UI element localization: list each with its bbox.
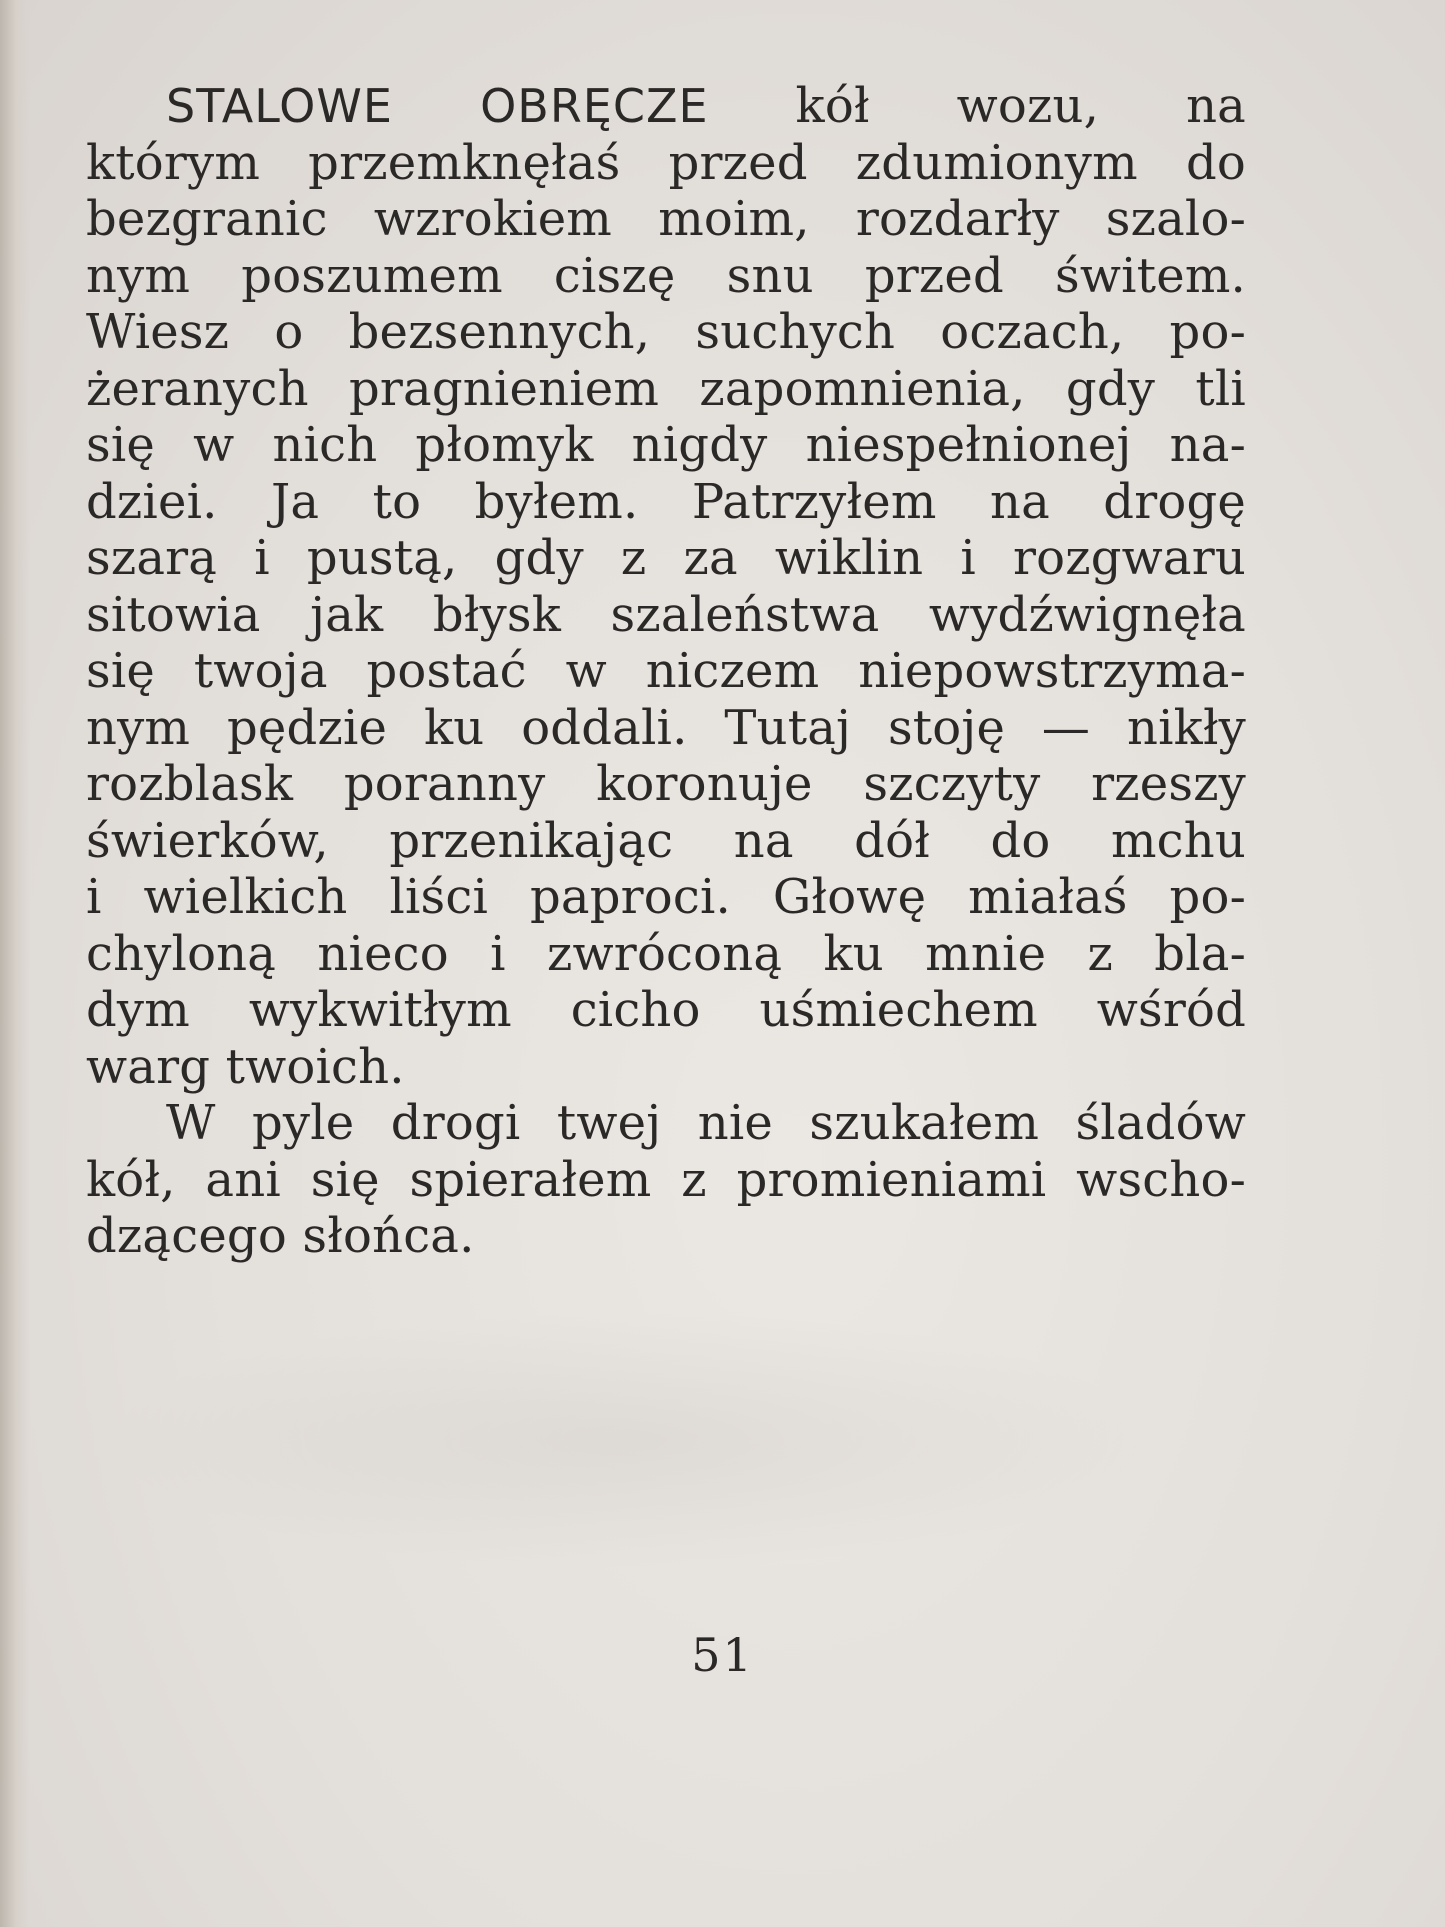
paragraph-1-line-2: którym przemknęłaś przed zdumionym do <box>86 134 1246 191</box>
opening-small-caps: STALOWE OBRĘCZE <box>166 79 709 133</box>
paragraph-1-line-9: szarą i pustą, gdy z za wiklin i rozgwaru <box>86 530 1246 586</box>
paragraph-1-line-17: dym wykwitłym cicho uśmiechem wśród <box>86 982 1246 1038</box>
paragraph-1-line-18: warg twoich. <box>86 1038 405 1095</box>
paragraph-1-line-16: chyloną nieco i zwróconą ku mnie z bla- <box>86 925 1246 982</box>
paragraph-1-line-8: dziei. Ja to byłem. Patrzyłem na drogę <box>86 473 1246 530</box>
paragraph-1-line-11: się twoja postać w niczem niepowstrzyma- <box>86 643 1246 699</box>
paragraph-1-line-1-text: kół wozu, na <box>708 78 1246 134</box>
show-through-shadow <box>100 1310 1160 1570</box>
paragraph-2-line-3: dzącego słońca. <box>86 1208 475 1264</box>
paragraph-1-line-10: sitowia jak błysk szaleństwa wydźwignęła <box>86 586 1246 643</box>
paragraph-1-line-7: się w nich płomyk nigdy niespełnionej na- <box>86 417 1246 473</box>
paragraph-1-line-14: świerków, przenikając na dół do mchu <box>86 812 1246 869</box>
paragraph-1-line-13: rozblask poranny koronuje szczyty rzeszy <box>86 756 1246 812</box>
paragraph-1-line-5: Wiesz o bezsennych, suchych oczach, po- <box>86 304 1246 360</box>
paragraph-2-line-2: kół, ani się spierałem z promieniami wscho- <box>86 1151 1246 1208</box>
paragraph-1-line-6: żeranych pragnieniem zapomnienia, gdy tli <box>86 360 1246 417</box>
body-text <box>86 78 1246 1265</box>
paragraph-1-line-3: bezgranic wzrokiem moim, rozdarły szalo- <box>86 191 1246 247</box>
page-number: 51 <box>691 1628 754 1682</box>
paragraph-1-line-12: nym pędzie ku oddali. Tutaj stoję — nikły <box>86 699 1246 756</box>
paragraph-1-line-15: i wielkich liści paproci. Głowę miałaś po- <box>86 869 1246 925</box>
paragraph-1-line-4: nym poszumem ciszę snu przed świtem. <box>86 247 1246 304</box>
paragraph-2-line-1: W pyle drogi twej nie szukałem śladów <box>166 1095 1246 1151</box>
paragraph-1-line-1 <box>86 78 1246 135</box>
